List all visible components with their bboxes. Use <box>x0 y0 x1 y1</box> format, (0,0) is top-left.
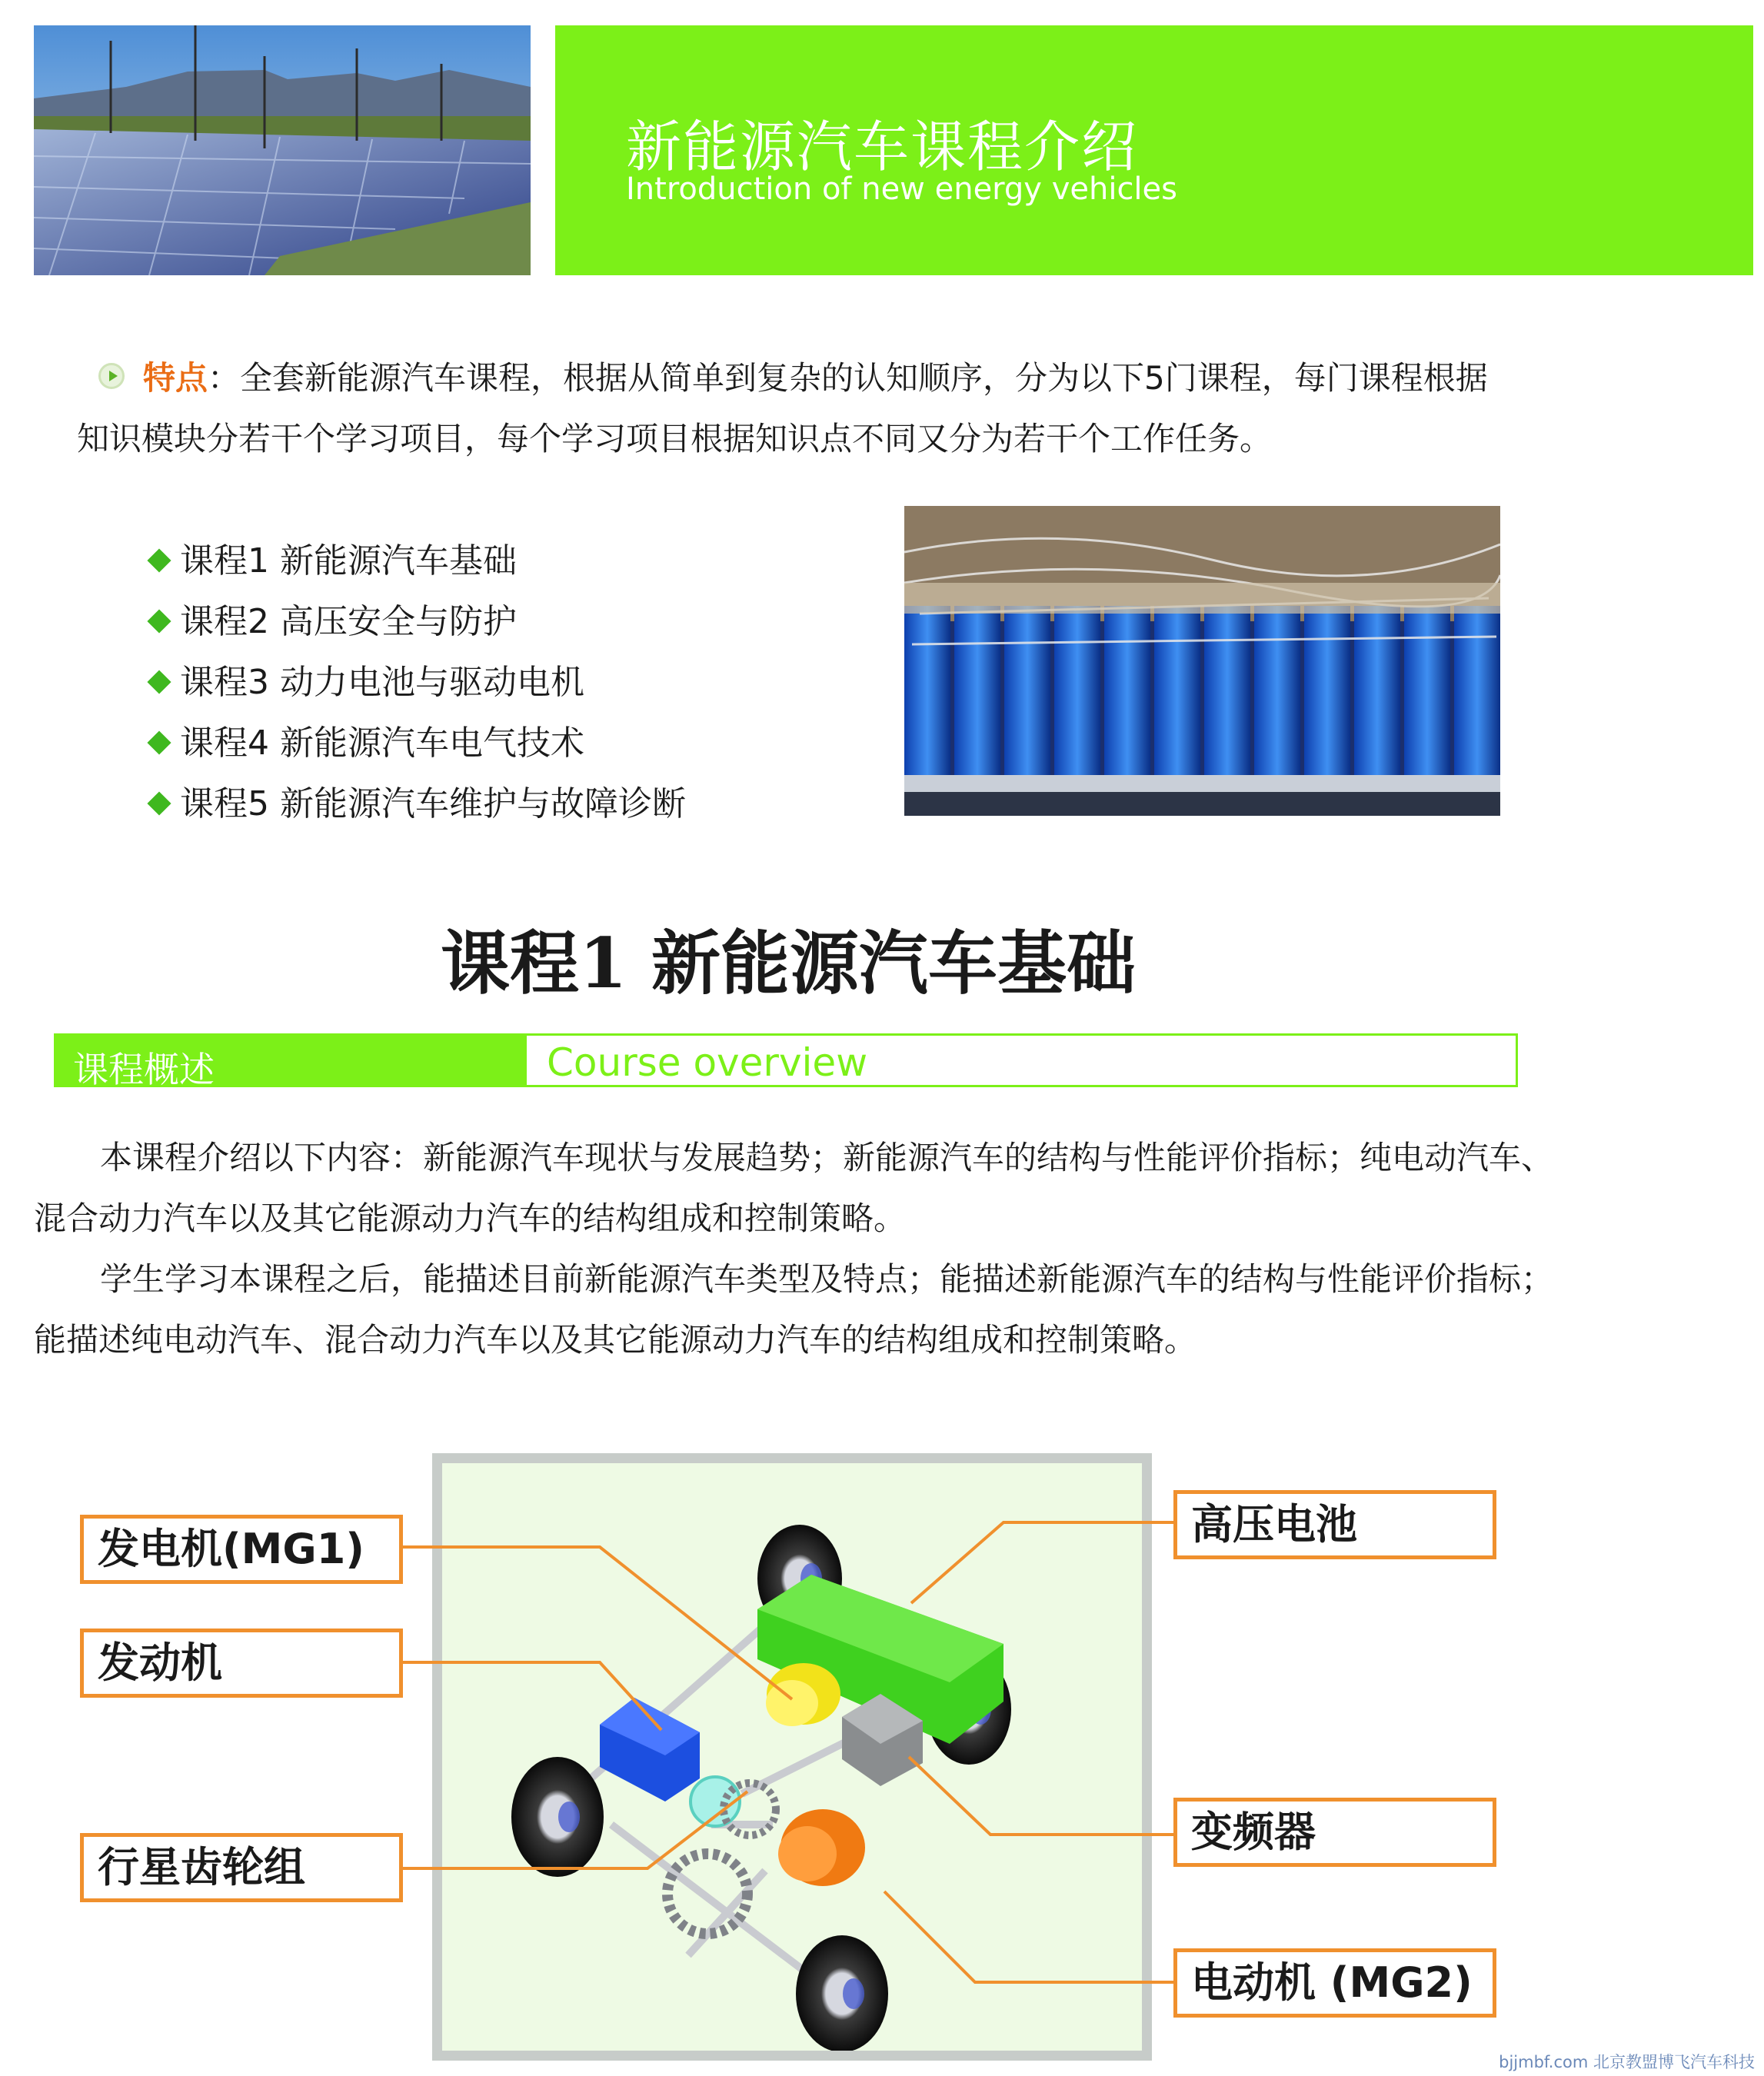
label-generator: 发电机(MG1) <box>80 1515 403 1584</box>
page-title: 新能源汽车课程介绍 <box>626 115 1139 179</box>
overview-label-en: Course overview <box>547 1040 868 1085</box>
feature-label: 特点 <box>143 359 208 397</box>
page-subtitle: Introduction of new energy vehicles <box>626 171 1177 207</box>
course-name: 课程5 新能源汽车维护与故障诊断 <box>180 784 686 823</box>
description-text: 本课程介绍以下内容：新能源汽车现状与发展趋势；新能源汽车的结构与性能评价指标；纯电动汽车、混合动力汽车以及其它能源动力汽车的结构组成和控制策略。 <box>34 1139 1554 1237</box>
label-planetary-gear: 行星齿轮组 <box>80 1833 403 1902</box>
course-title: 课程1 新能源汽车基础 <box>441 923 1136 1004</box>
intro-text: ：全套新能源汽车课程，根据从简单到复杂的认知顺序，分为以下5门课程，每门课程根据知识模块分若干个学习项目，每个学习项目根据知识点不同又分为若干个工作任务。 <box>77 359 1488 457</box>
label-engine: 发动机 <box>80 1629 403 1698</box>
course-name: 课程3 动力电池与驱动电机 <box>180 663 584 702</box>
outcomes-text: 学生学习本课程之后，能描述目前新能源汽车类型及特点；能描述新能源汽车的结构与性能评价指标；能描述纯电动汽车、混合动力汽车以及其它能源动力汽车的结构组成和控制策略。 <box>34 1260 1554 1359</box>
watermark: bjjmbf.com 北京教盟博飞汽车科技 <box>1499 2053 1755 2071</box>
label-motor: 电动机 (MG2) <box>1173 1948 1496 2018</box>
course-name: 课程4 新能源汽车电气技术 <box>180 724 584 763</box>
label-inverter: 变频器 <box>1173 1798 1496 1867</box>
label-hv-battery: 高压电池 <box>1173 1490 1496 1559</box>
overview-label-zh: 课程概述 <box>73 1049 215 1090</box>
course-name: 课程1 新能源汽车基础 <box>180 541 517 581</box>
course-name: 课程2 高压安全与防护 <box>180 602 517 641</box>
